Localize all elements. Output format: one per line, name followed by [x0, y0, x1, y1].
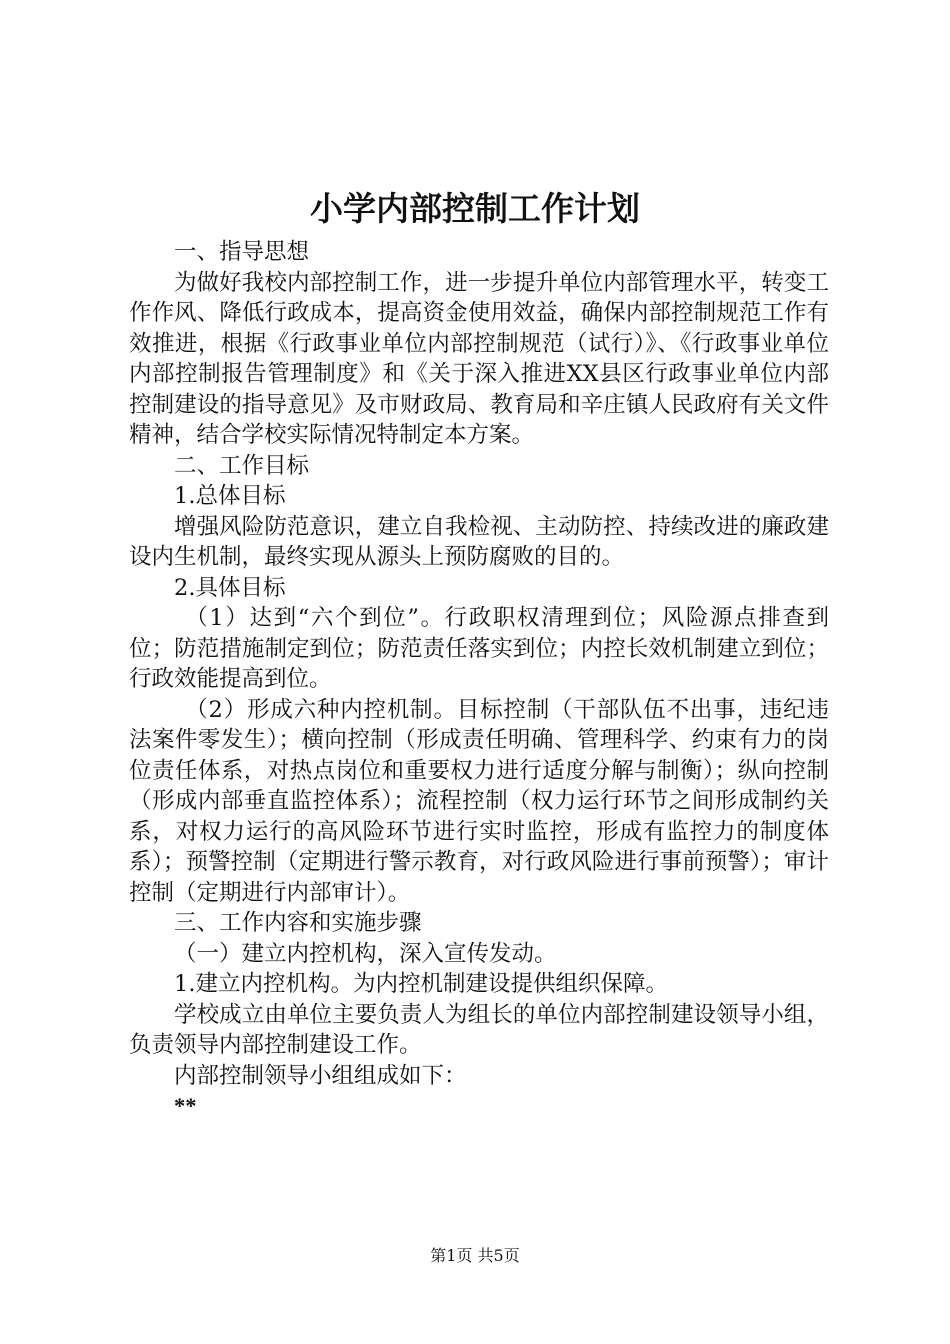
body-paragraph: 增强风险防范意识，建立自我检视、主动防控、持续改进的廉政建设内生机制，最终实现从源头上预防腐败的目的。	[129, 513, 829, 570]
body-paragraph: 二、工作目标	[174, 452, 310, 479]
body-paragraph: 学校成立由单位主要负责人为组长的单位内部控制建设领导小组，负责领导内部控制建设工作。	[129, 1001, 829, 1058]
asterisk-marker: **	[174, 1093, 197, 1118]
body-paragraph: 内部控制领导小组组成如下：	[174, 1062, 467, 1089]
body-paragraph: 三、工作内容和实施步骤	[174, 910, 422, 936]
body-paragraph: （一）建立内控机构，深入宣传发动。	[174, 940, 557, 967]
body-paragraph: 为做好我校内部控制工作，进一步提升单位内部管理水平，转变工作作风、降低行政成本，提高资金使用效益，确保内部控制规范工作有效推进，根据《行政事业单位内部控制规范（试行）》、《行政事业单位内部控制报告管理制度》和《关于深入推进XX县区行政事业单位内部控制建设的指导意见》及市财政局、教育局和辛庄镇人民政府有关文件精神，结合学校实际情况特制定本方案。	[129, 269, 829, 448]
page-footer: 第1页 共5页	[430, 1246, 520, 1265]
document-body	[129, 237, 829, 1122]
body-paragraph: 1.建立内控机构。为内控机制建设提供组织保障。	[174, 971, 668, 997]
body-paragraph: 一、指导思想	[174, 239, 310, 265]
body-paragraph: 1.总体目标	[174, 483, 286, 509]
document-title: 小学内部控制工作计划	[310, 189, 640, 228]
body-paragraph: （2）形成六种内控机制。目标控制（干部队伍不出事，违纪违法案件零发生）；横向控制（形成责任明确、管理科学、约束有力的岗位责任体系，对热点岗位和重要权力进行适度分解与制衡）；纵向控制（形成内部垂直监控体系）；流程控制（权力运行环节之间形成制约关系，对权力运行的高风险环节进行实时监控，形成有监控力的制度体系）；预警控制（定期进行警示教育，对行政风险进行事前预警）；审计控制（定期进行内部审计）。	[129, 696, 829, 906]
body-paragraph: （1）达到“六个到位”。行政职权清理到位；风险源点排查到位；防范措施制定到位；防范责任落实到位；内控长效机制建立到位；行政效能提高到位。	[129, 605, 829, 692]
body-paragraph: 2.具体目标	[174, 574, 286, 601]
